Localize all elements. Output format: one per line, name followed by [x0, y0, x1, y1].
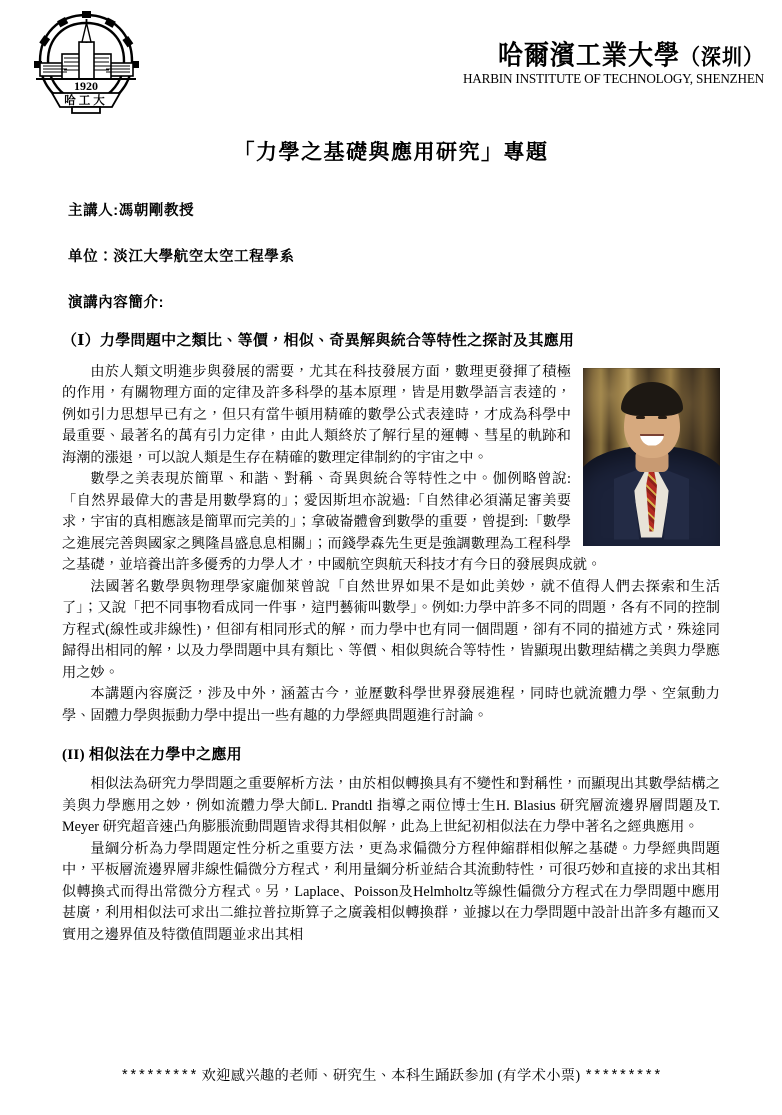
svg-text:1920: 1920 [74, 79, 98, 93]
intro-label: 演講內容簡介: [68, 295, 165, 311]
footer-text: 欢迎感兴趣的老师、研究生、本科生踊跃参加 (有学术小票) [201, 1068, 581, 1084]
speaker-line: 主講人:馮朝剛教授 [68, 203, 195, 219]
document-header [0, 0, 782, 118]
campus-suffix: （深圳） [680, 46, 764, 70]
footer-stars-left: ********* [120, 1069, 198, 1085]
document-body [0, 330, 782, 946]
portrait-eye-left [636, 416, 645, 419]
section-1-paragraph-2: 數學之美表現於簡單、和諧、對稱、奇異與統合等特性之中。伽例略曾說:「自然界最偉大的書是用數學寫的」；愛因斯坦亦說過:「自然律必須滿足審美要求，宇宙的真相應該是簡單而完美的」；拿破崙體會到數學的重要，曾提到:「數學之進展完善與國家之興隆昌盛息息相關」；而錢學森先生更是強調數理為工程科學之基礎，並培養出許多優秀的力學人才，中國航空與航天科技才有今日的發展與成就。 [62, 471, 602, 573]
university-name-en: HARBIN INSTITUTE OF TECHNOLOGY, SHENZHEN [462, 71, 764, 87]
university-name-block [244, 41, 764, 88]
section-2-paragraph-1: 相似法為研究力學問題之重要解析方法，由於相似轉換具有不變性和對稱性，而顯現出其數學結構之美與力學應用之妙，例如流體力學大師L. Prandtl 指導之兩位博士生H. Blasius 研究層流邊界層問題及T. Meyer 研究超音速凸角膨脹流動問題皆求得其相似解，此為上世紀初相似法在力學中著名之經典應用。 [62, 776, 720, 835]
section-1-paragraph-4: 本講題內容廣泛，涉及中外，涵蓋古今，並歷數科學世界發展進程，同時也就流體力學、空氣動力學、固體力學與振動力學中提出一些有趣的力學經典問題進行討論。 [62, 686, 720, 724]
footer-stars-right: ********* [584, 1069, 662, 1085]
hit-crest-logo [26, 9, 146, 115]
section-1-paragraph-1: 由於人類文明進步與發展的需要，尤其在科技發展方面，數理更發揮了積極的作用，有關物理方面的定律及許多科學的基本原理，皆是用數學語言表達的，例如引力思想早已有之，但只有當牛頓用精確的數學公式表達時，才成為科學中最重要、最著名的萬有引力定律，由此人類終於了解行星的運轉、彗星的軌跡和海潮的漲退，可以說人類是生存在精確的數理定律制約的宇宙之中。 [62, 363, 571, 466]
section-2-paragraph-2: 量綱分析為力學問題定性分析之重要方法，更為求偏微分方程伸縮群相似解之基礎。力學經典問題中，平板層流邊界層非線性偏微分方程式，利用量綱分析並結合其流動特性，可很巧妙和直接的求出其相似轉換式而得出常微分方程式。另，Laplace、Poisson及Helmholtz等線性偏微分方程式在力學問題中應用甚廣，利用相似法可求出二維拉普拉斯算子之廣義相似轉換群，並據以在力學問題中設計出許多有趣而又實用之邊界值及特徵值問題並求出其相 [62, 840, 720, 943]
portrait-eye-right [658, 416, 667, 419]
affiliation-line: 单位：淡江大學航空太空工程學系 [68, 249, 295, 265]
university-name-cn: 哈爾濱工業大學（深圳） [497, 41, 764, 72]
lecture-meta [0, 199, 782, 266]
footer-note [0, 1065, 782, 1085]
svg-text:哈工大: 哈工大 [64, 95, 108, 107]
section-1-paragraph-3: 法國著名數學與物理學家龐伽萊曾說「自然世界如果不是如此美妙，就不值得人們去探索和生活了」；又說「把不同事物看成同一件事，這門藝術叫數學」。例如:力學中許多不同的問題，各有不同的控制方程式(線性或非線性)，但卻有相同形式的解，而力學中也有同一個問題，卻有不同的描述方式，殊途同歸得出相同的解，以及力學問題中具有類比、等價、相似與統合等特性，皆顯現出數理結構之美與力學應用之妙。 [62, 578, 720, 681]
section-1-heading: （Ⅰ）力學問題中之類比、等價，相似、奇異解與統合等特性之探討及其應用 [62, 333, 575, 349]
speaker-portrait [583, 368, 720, 546]
section-2-heading: (II) 相似法在力學中之應用 [62, 747, 242, 763]
page-title: 「力學之基礎與應用研究」專題 [233, 140, 549, 164]
